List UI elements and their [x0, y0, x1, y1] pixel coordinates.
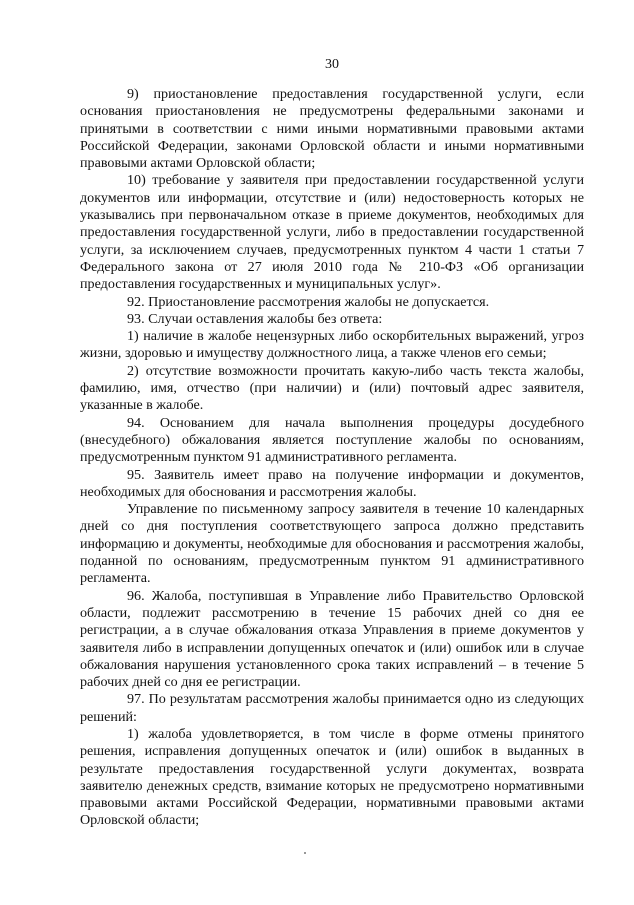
paragraph-95: 95. Заявитель имеет право на получение информации и документов, необходимых для обоснования и рассмотрения жалобы.	[80, 466, 584, 500]
paragraph-97: 97. По результатам рассмотрения жалобы принимается одно из следующих решений:	[80, 691, 584, 725]
scan-speck	[304, 852, 306, 854]
paragraph-96: 96. Жалоба, поступившая в Управление либо Правительство Орловской области, подлежит рассмотрению в течение 15 рабочих дней со дня ее регистрации, а в случае обжалования отказа Управления в приеме документов у заявителя либо в исправлении допущенных опечаток и (или) ошибок или в случае обжалования нарушения установленного срока таких исправлений – в течение 5 рабочих дней со дня ее регистрации.	[80, 587, 584, 691]
paragraph-item-9: 9) приостановление предоставления государственной услуги, если основания приостановления не предусмотрены федеральными законами и принятыми в соответствии с ними иными нормативными правовыми актами Российской Федерации, законами Орловской области и иными нормативными правовыми актами Орловской области;	[80, 86, 584, 172]
paragraph-94: 94. Основанием для начала выполнения процедуры досудебного (внесудебного) обжалования является поступление жалобы по основаниям, предусмотренным пунктом 91 административного регламента.	[80, 414, 584, 466]
paragraph-93-item-1: 1) наличие в жалобе нецензурных либо оскорбительных выражений, угроз жизни, здоровью и имуществу должностного лица, а также членов его семьи;	[80, 328, 584, 362]
paragraph-95-request: Управление по письменному запросу заявителя в течение 10 календарных дней со дня поступления соответствующего запроса должно представить информацию и документы, необходимые для обоснования и рассмотрения жалобы, поданной по основаниям, предусмотренным пунктом 91 административного регламента.	[80, 501, 584, 587]
paragraph-92: 92. Приостановление рассмотрения жалобы не допускается.	[127, 293, 490, 310]
paragraph-item-10: 10) требование у заявителя при предоставлении государственной услуги документов или информации, отсутствие и (или) недостоверность которых не указывались при первоначальном отказе в приеме документов, необходимых для предоставления государственной услуги, либо в предоставлении государственной услуги, за исключением случаев, предусмотренных пунктом 4 части 1 статьи 7 Федерального закона от 27 июля 2010 года № 210-ФЗ «Об организации предоставления государственных и муниципальных услуг».	[80, 172, 584, 293]
paragraph-93: 93. Случаи оставления жалобы без ответа:	[127, 310, 383, 327]
page-number: 30	[325, 57, 339, 72]
paragraph-97-item-1: 1) жалоба удовлетворяется, в том числе в форме отмены принятого решения, исправления допущенных опечаток и (или) ошибок в выданных в результате предоставления государственной услуги документах, возврата заявителю денежных средств, взимание которых не предусмотрено нормативными правовыми актами Российской Федерации, нормативными правовыми актами Орловской области;	[80, 725, 584, 829]
paragraph-93-item-2: 2) отсутствие возможности прочитать какую-либо часть текста жалобы, фамилию, имя, отчество (при наличии) и (или) почтовый адрес заявителя, указанные в жалобе.	[80, 362, 584, 414]
